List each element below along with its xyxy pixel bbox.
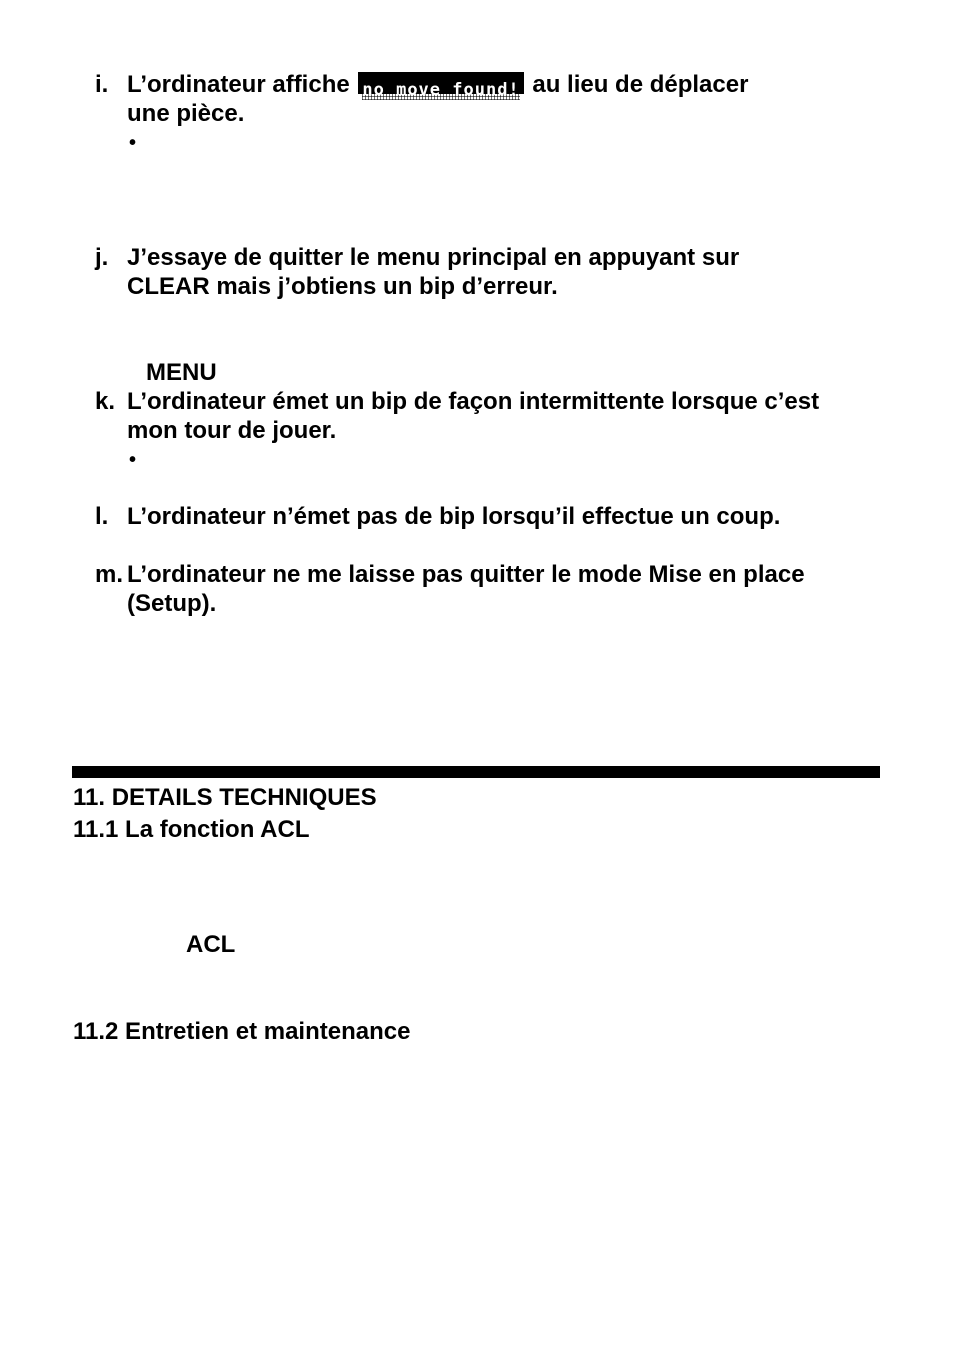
item-text-line <box>127 70 748 99</box>
item-text-line: CLEAR mais j’obtiens un bip d’erreur. <box>127 273 558 300</box>
item-letter: i. <box>95 71 109 98</box>
bullet-icon: • <box>129 132 137 154</box>
text-segment: L’ordinateur affiche <box>127 71 350 98</box>
item-letter: m. <box>95 561 124 588</box>
item-text-line: (Setup). <box>127 590 217 617</box>
item-text-line: mon tour de jouer. <box>127 417 337 444</box>
item-text-line: L’ordinateur n’émet pas de bip lorsqu’il effectue un coup. <box>127 503 781 530</box>
item-text-line: L’ordinateur ne me laisse pas quitter le mode Mise en place <box>127 561 805 588</box>
subsection-title: 11.1 La fonction ACL <box>73 816 310 843</box>
item-letter: j. <box>95 244 109 271</box>
item-letter: k. <box>95 388 116 415</box>
bullet-icon: • <box>129 449 137 471</box>
section-title: 11. DETAILS TECHNIQUES <box>73 784 377 811</box>
section-divider <box>72 766 880 778</box>
menu-label: MENU <box>146 359 217 386</box>
item-text-line: L’ordinateur émet un bip de façon intermittente lorsque c’est <box>127 388 820 415</box>
lcd-text: no move found! <box>362 80 520 100</box>
subsection-title: 11.2 Entretien et maintenance <box>73 1018 411 1045</box>
item-letter: l. <box>95 503 109 530</box>
item-text-line: une pièce. <box>127 100 245 127</box>
acl-label: ACL <box>186 931 236 958</box>
lcd-display-icon <box>358 72 523 100</box>
text-segment: au lieu de déplacer <box>532 71 749 98</box>
item-text-line: J’essaye de quitter le menu principal en appuyant sur <box>127 244 740 271</box>
